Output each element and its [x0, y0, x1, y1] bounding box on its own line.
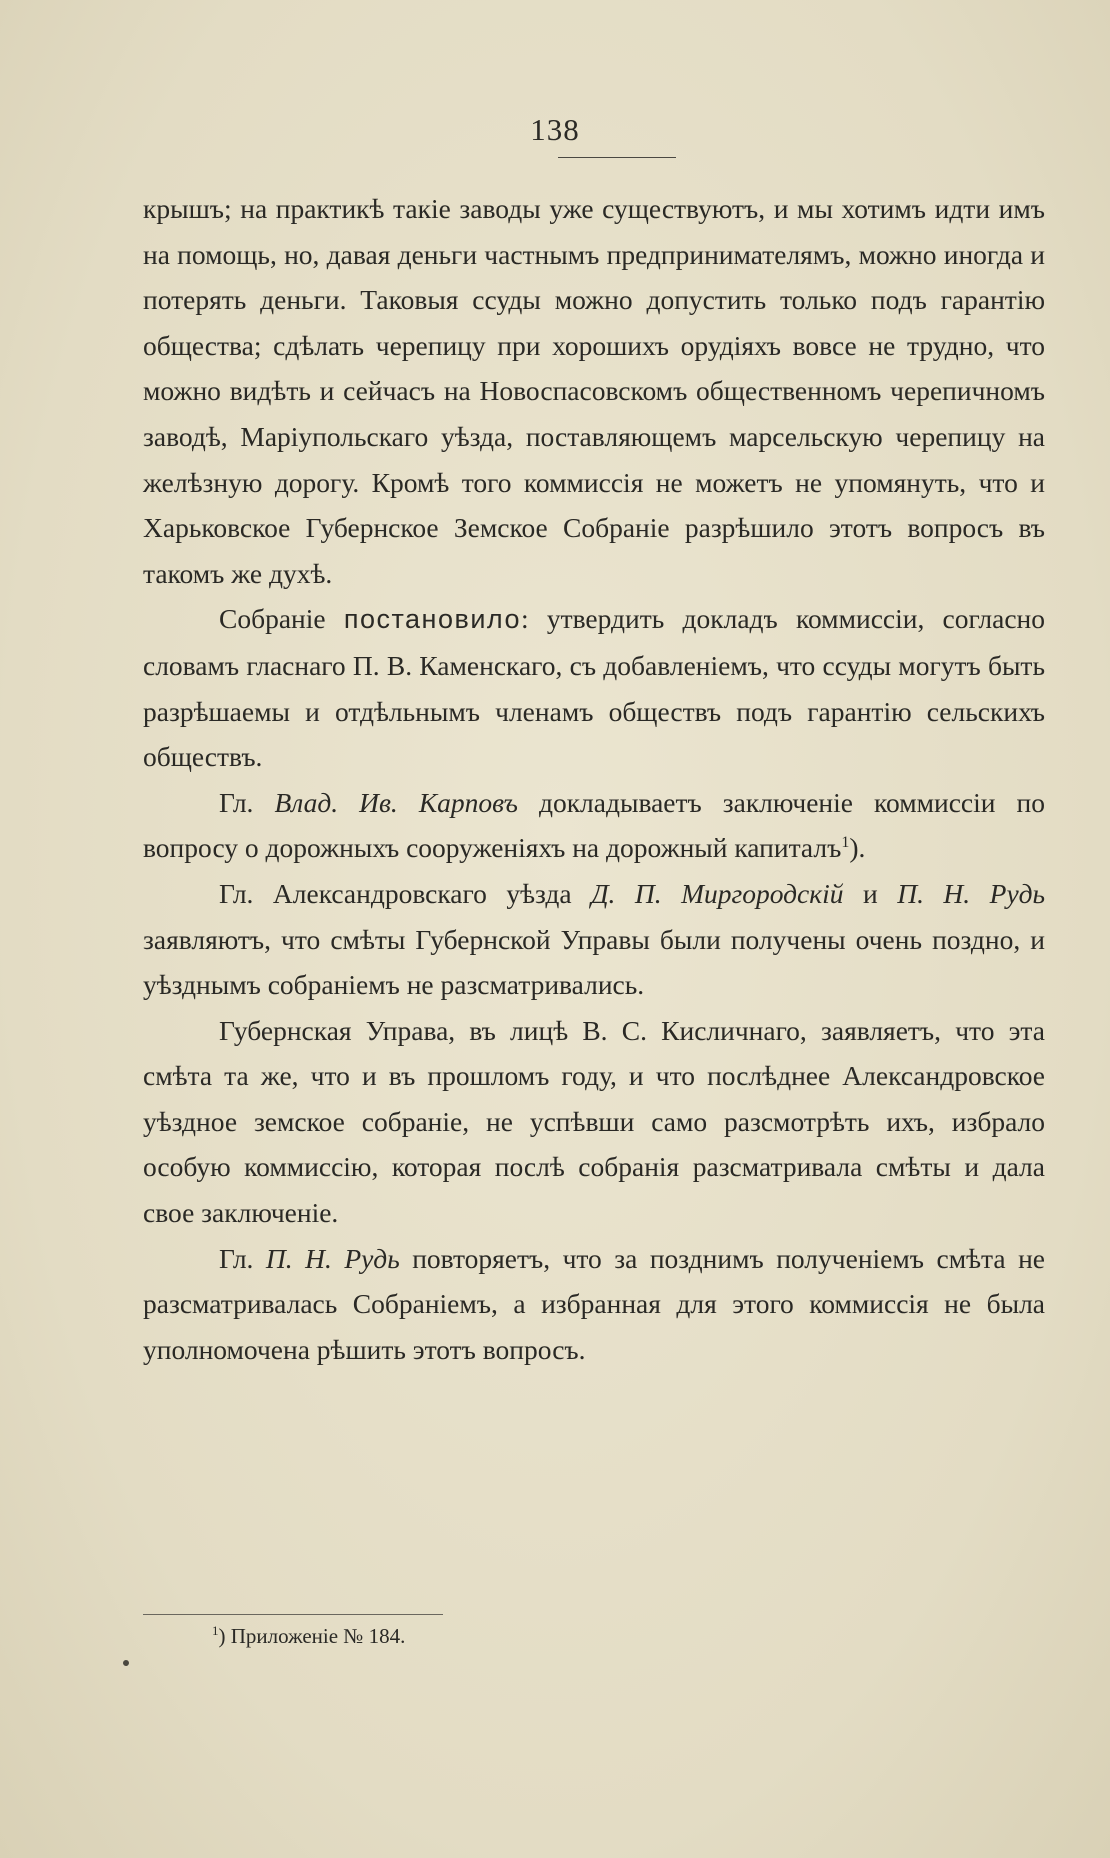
text-run: Гл. [219, 786, 275, 818]
footnote-ref: 1 [841, 834, 850, 852]
text-run: крышъ; на практикѣ такіе заводы уже существуютъ, и мы хотимъ идти имъ на помощь, но, давая деньги частнымъ предпринимателямъ, можно иногда и потерять деньги. Таковыя ссуды можно допустить только подъ гарантію общества; сдѣлать черепицу при хорошихъ орудіяхъ вовсе не трудно, что можно видѣть и сейчасъ на Новоспасовскомъ общественномъ черепичномъ заводѣ, Маріупольскаго уѣзда, поставляющемъ марсельскую черепицу на желѣзную дорогу. Кромѣ того коммиссія не можетъ не упомянуть, что и Харьковское Губернское Земское Собраніе разрѣшило этотъ вопросъ въ такомъ же духѣ. [143, 193, 1045, 589]
text-run: повторяетъ, что за позднимъ полученіемъ смѣта не разсматривалась Собраніемъ, а избранная для этого коммиссія не была уполномочена рѣшить этотъ вопросъ. [143, 1242, 1045, 1365]
text-run: докладываетъ заключеніе коммиссіи по вопросу о дорожныхъ сооруженіяхъ на дорожный капиталъ [143, 786, 1045, 864]
paper-speck [123, 1660, 129, 1666]
person-name: П. Н. Рудь [265, 1242, 400, 1274]
person-name: Д. П. Миргородскій [591, 877, 844, 909]
text-run: ). [849, 832, 866, 864]
text-run: и [843, 877, 898, 909]
text-run: заявляютъ, что смѣты Губернской Управы были получены очень поздно, и уѣзднымъ собраніемъ не разсматривались. [143, 923, 1045, 1001]
footnote-marker: 1 [212, 1623, 219, 1638]
person-name: П. Н. Рудь [897, 877, 1045, 909]
text-run: Гл. Александровскаго уѣзда [219, 877, 592, 909]
header-rule [558, 157, 676, 158]
footnote [212, 1624, 405, 1649]
paragraph-p2 [143, 596, 1045, 779]
paragraph-p3 [143, 780, 1045, 871]
footnote-rule [143, 1614, 443, 1615]
person-name: Влад. Ив. Карповъ [274, 786, 518, 818]
paragraph-p1 [143, 186, 1045, 596]
page-number: 138 [530, 112, 580, 147]
footnote-text: ) Приложеніе № 184. [218, 1624, 406, 1648]
text-run: Гл. [219, 1242, 266, 1274]
paragraph-p6 [143, 1236, 1045, 1373]
paragraph-p4 [143, 871, 1045, 1008]
text-run: постановило [343, 604, 521, 635]
text-run: Губернская Управа, въ лицѣ В. С. Кисличнаго, заявляетъ, что эта смѣта та же, что и въ прошломъ году, и что послѣднее Александровское уѣздное земское собраніе, не успѣвши само разсмотрѣть ихъ, избрало особую коммиссію, которая послѣ собранія разсматривала смѣты и дала свое заключеніе. [143, 1014, 1045, 1229]
body-text [143, 186, 1045, 1372]
text-run: Собраніе [219, 603, 344, 635]
text-run: : утвердить докладъ коммиссіи, согласно словамъ гласнаго П. В. Каменскаго, съ добавленіемъ, что ссуды могутъ быть разрѣшаемы и отдѣльнымъ членамъ обществъ подъ гарантію сельскихъ обществъ. [143, 603, 1045, 773]
paragraph-p5 [143, 1008, 1045, 1236]
